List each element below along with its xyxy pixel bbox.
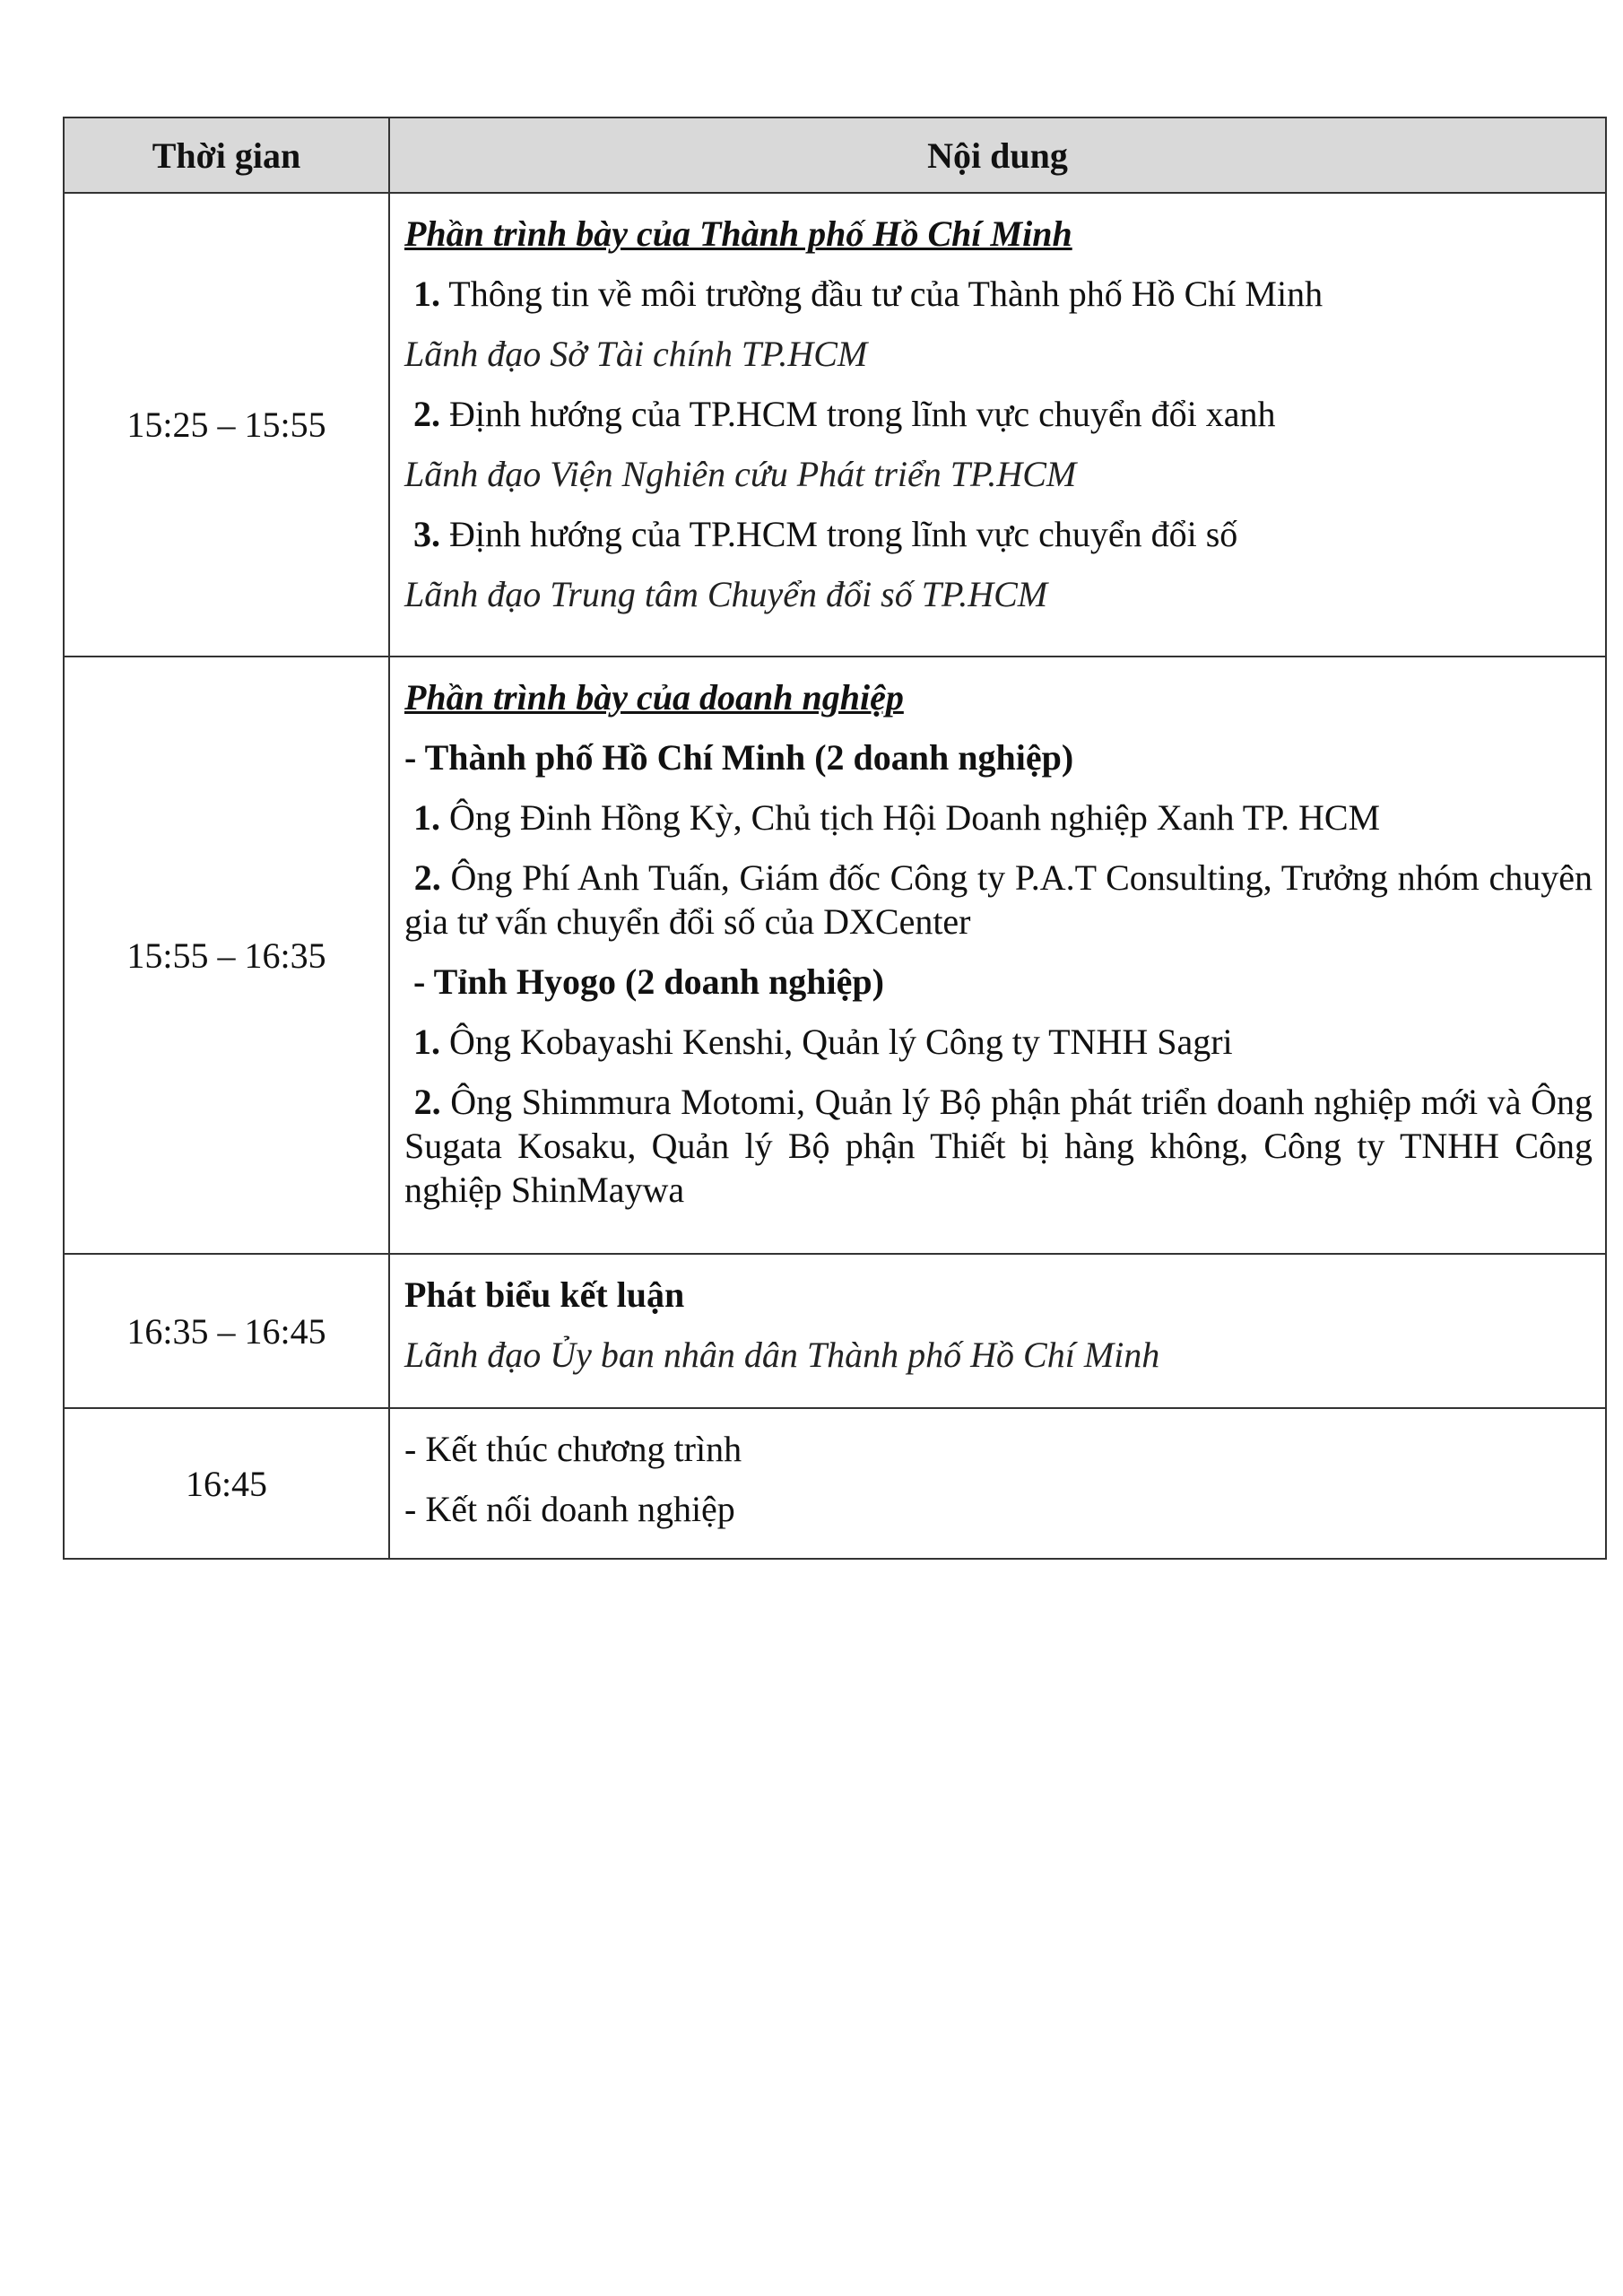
agenda-item: 2. Ông Phí Anh Tuấn, Giám đốc Công ty P.A.T Consulting, Trưởng nhóm chuyên gia tư vấn chuyển đổi số của DXCenter	[404, 857, 1593, 942]
agenda-item: 3. Định hướng của TP.HCM trong lĩnh vực chuyển đổi số	[413, 514, 1238, 554]
table-row	[64, 657, 1606, 1254]
speaker: Lãnh đạo Ủy ban nhân dân Thành phố Hồ Chí Minh	[404, 1335, 1160, 1375]
content-cell	[389, 193, 1606, 657]
table-row	[64, 1408, 1606, 1559]
closing-title: Phát biểu kết luận	[404, 1274, 685, 1315]
header-content: Nội dung	[389, 117, 1606, 193]
section-title: Phần trình bày của doanh nghiệp	[404, 677, 904, 718]
table-header-row	[64, 117, 1606, 193]
agenda-item: 1. Ông Kobayashi Kenshi, Quản lý Công ty TNHH Sagri	[413, 1022, 1233, 1062]
header-time: Thời gian	[64, 117, 389, 193]
time-cell: 15:25 – 15:55	[64, 193, 389, 657]
time-cell: 16:45	[64, 1408, 389, 1559]
content-cell	[389, 1254, 1606, 1408]
group-title: - Thành phố Hồ Chí Minh (2 doanh nghiệp)	[404, 737, 1074, 778]
speaker: Lãnh đạo Viện Nghiên cứu Phát triển TP.HCM	[404, 454, 1077, 494]
speaker: Lãnh đạo Sở Tài chính TP.HCM	[404, 334, 868, 374]
agenda-item: 1. Ông Đinh Hồng Kỳ, Chủ tịch Hội Doanh nghiệp Xanh TP. HCM	[413, 797, 1381, 838]
content-cell	[389, 657, 1606, 1254]
agenda-item: 1. Thông tin về môi trường đầu tư của Thành phố Hồ Chí Minh	[413, 274, 1324, 314]
agenda-item: 2. Ông Shimmura Motomi, Quản lý Bộ phận phát triển doanh nghiệp mới và Ông Sugata Kosaku, Quản lý Bộ phận Thiết bị hàng không, Công ty TNHH Công nghiệp ShinMaywa	[404, 1082, 1593, 1210]
time-cell: 15:55 – 16:35	[64, 657, 389, 1254]
table-row	[64, 193, 1606, 657]
content-cell	[389, 1408, 1606, 1559]
section-title: Phần trình bày của Thành phố Hồ Chí Minh	[404, 213, 1072, 254]
closing-line: - Kết thúc chương trình	[404, 1429, 742, 1469]
speaker: Lãnh đạo Trung tâm Chuyển đổi số TP.HCM	[404, 574, 1048, 614]
time-cell: 16:35 – 16:45	[64, 1254, 389, 1408]
closing-line: - Kết nối doanh nghiệp	[404, 1489, 735, 1529]
group-title: - Tỉnh Hyogo (2 doanh nghiệp)	[413, 961, 884, 1002]
agenda-table	[63, 117, 1607, 1560]
agenda-item: 2. Định hướng của TP.HCM trong lĩnh vực chuyển đổi xanh	[413, 394, 1276, 434]
table-row	[64, 1254, 1606, 1408]
